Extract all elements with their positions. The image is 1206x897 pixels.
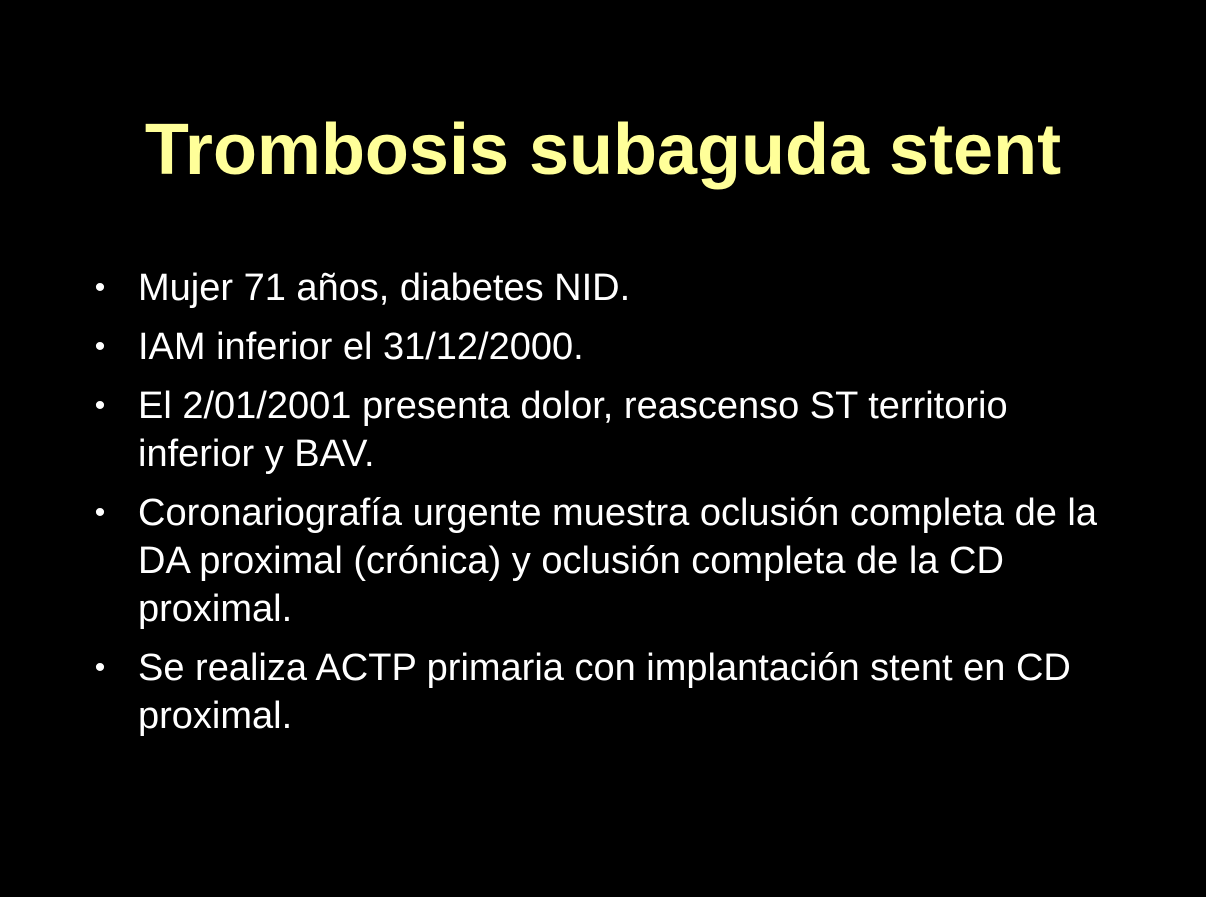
bullet-dot-icon: • (94, 651, 106, 684)
bullet-text: Se realiza ACTP primaria con implantación stent en CD proximal. (138, 647, 1071, 737)
bullet-dot-icon: • (94, 330, 106, 363)
bullet-text: El 2/01/2001 presenta dolor, reascenso ST territorio inferior y BAV. (138, 385, 1008, 475)
bullet-item (90, 489, 1120, 633)
bullet-text: Mujer 71 años, diabetes NID. (138, 267, 631, 309)
bullet-dot-icon: • (94, 496, 106, 529)
slide-title: Trombosis subaguda stent (144, 110, 1062, 190)
bullet-dot-icon: • (94, 271, 106, 304)
bullet-text: Coronariografía urgente muestra oclusión completa de la DA proximal (crónica) y oclusión completa de la CD proximal. (138, 492, 1097, 630)
bullet-item (90, 644, 1120, 740)
bullet-item (90, 382, 1120, 478)
bullet-dot-icon: • (94, 389, 106, 422)
bullet-item (90, 323, 1120, 371)
bullet-text: IAM inferior el 31/12/2000. (138, 326, 584, 368)
bullet-item (90, 264, 1120, 312)
bullet-list (90, 264, 1120, 751)
